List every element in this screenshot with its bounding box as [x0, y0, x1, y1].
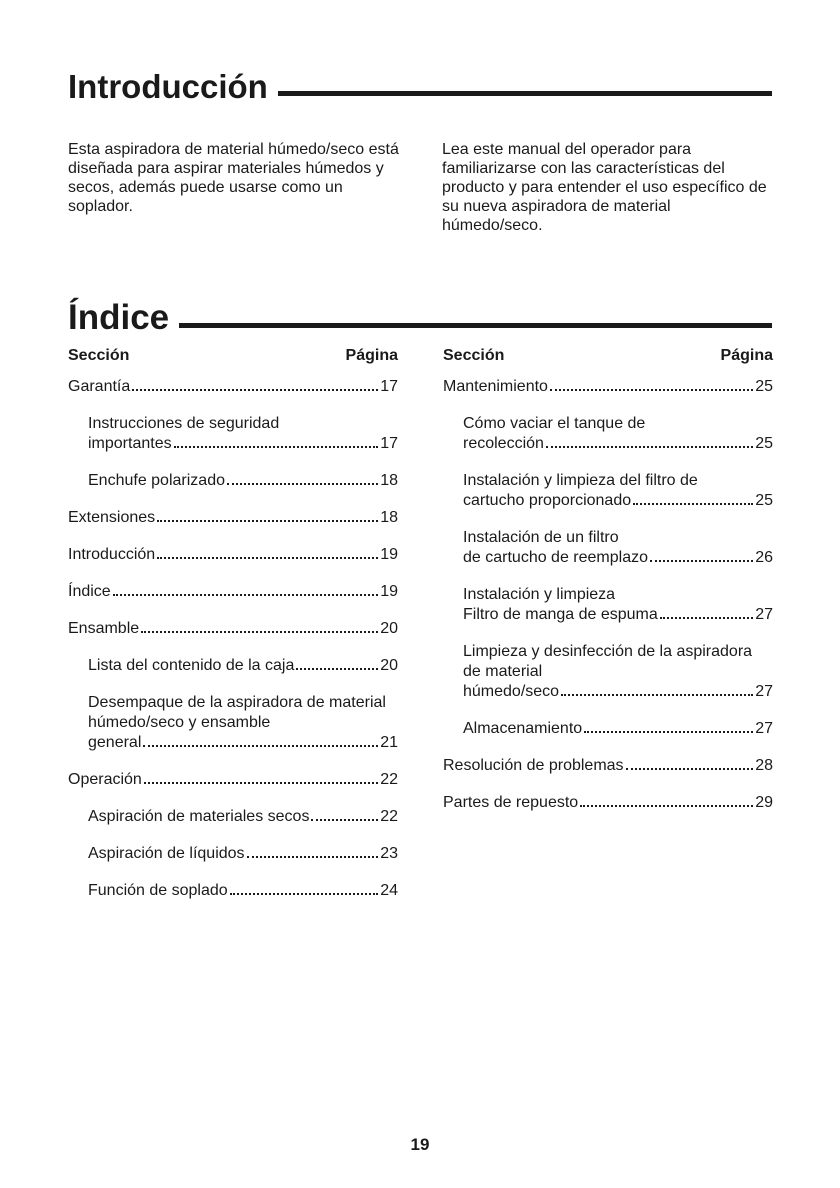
toc-entry-label: importantes	[88, 435, 172, 452]
section-header: Sección	[68, 347, 130, 364]
dot-leader	[144, 782, 378, 784]
toc-entry-label: Función de soplado	[88, 882, 228, 899]
toc-entry-page: 27	[755, 606, 773, 623]
toc-entry-label: Filtro de manga de espuma	[463, 606, 658, 623]
toc-entry-label: Operación	[68, 771, 142, 788]
intro-rule	[278, 91, 772, 96]
toc-entry-label-line: Instalación y limpieza	[463, 586, 616, 603]
dot-leader	[132, 389, 378, 391]
toc-header-left	[68, 347, 398, 365]
toc-entry	[68, 881, 398, 901]
toc-entry-page: 21	[380, 734, 398, 751]
dot-leader	[296, 668, 378, 670]
toc-entry	[68, 844, 398, 864]
toc-entry-page: 28	[755, 757, 773, 774]
toc-entry	[443, 414, 773, 454]
toc-entry	[68, 471, 398, 491]
index-heading-row	[68, 300, 772, 335]
dot-leader	[157, 520, 378, 522]
intro-paragraph-left: Esta aspiradora de material húmedo/seco está diseñada para aspirar materiales húmedos y secos, además puede usarse como un soplador.	[68, 141, 399, 215]
toc-entry-page: 19	[380, 583, 398, 600]
toc-entry-label-line: Cómo vaciar el tanque de	[463, 415, 646, 432]
toc-entry-label: Lista del contenido de la caja	[88, 657, 295, 674]
dot-leader	[550, 389, 753, 391]
dot-leader	[584, 731, 753, 733]
dot-leader	[143, 745, 378, 747]
dot-leader	[561, 694, 753, 696]
toc-entry-label: Índice	[68, 583, 111, 600]
toc-entry-page: 23	[380, 845, 398, 862]
toc-entry	[443, 642, 773, 702]
toc-entry	[443, 585, 773, 625]
dot-leader	[113, 594, 379, 596]
dot-leader	[227, 483, 378, 485]
page-number: 19	[410, 1135, 430, 1154]
toc-entry	[443, 756, 773, 776]
toc-entry-page: 20	[380, 620, 398, 637]
toc-entry-page: 19	[380, 546, 398, 563]
toc-entry-page: 29	[755, 794, 773, 811]
toc-entry-label: general	[88, 734, 142, 751]
page-header: Página	[345, 347, 398, 364]
dot-leader	[157, 557, 378, 559]
toc-entry-page: 22	[380, 771, 398, 788]
toc-entry-label: Almacenamiento	[463, 720, 583, 737]
toc-entry-page: 26	[755, 549, 773, 566]
toc-entry	[68, 377, 398, 397]
dot-leader	[230, 893, 379, 895]
toc-entry-label: húmedo/seco	[463, 683, 560, 700]
toc-entry-page: 22	[380, 808, 398, 825]
toc-entry-page: 24	[380, 882, 398, 899]
toc-entry	[68, 414, 398, 454]
toc-entry-page: 25	[755, 378, 773, 395]
index-title: Índice	[68, 298, 170, 337]
dot-leader	[174, 446, 379, 448]
intro-heading-row	[68, 70, 772, 103]
toc-entry	[68, 582, 398, 602]
toc-entry-label: Introducción	[68, 546, 156, 563]
section-header: Sección	[443, 347, 505, 364]
dot-leader	[633, 503, 753, 505]
toc-entry-label: Aspiración de líquidos	[88, 845, 245, 862]
dot-leader	[247, 856, 379, 858]
intro-title: Introducción	[68, 68, 268, 105]
toc-entry	[68, 619, 398, 639]
toc-entry-label: recolección	[463, 435, 544, 452]
toc-entry-label-line: Limpieza y desinfección de la aspiradora de material	[463, 643, 753, 680]
toc-entry	[68, 807, 398, 827]
toc-column-left	[68, 347, 398, 918]
toc-entry-label: Garantía	[68, 378, 131, 395]
toc-entry-label-line: Instrucciones de seguridad	[88, 415, 280, 432]
toc-entry-page: 27	[755, 720, 773, 737]
toc-entry-label: Partes de repuesto	[443, 794, 579, 811]
toc-entry-label-line: Instalación de un filtro	[463, 529, 619, 546]
toc-entry	[443, 528, 773, 568]
toc-entry-page: 27	[755, 683, 773, 700]
toc-entry-page: 17	[380, 378, 398, 395]
dot-leader	[650, 560, 753, 562]
intro-paragraph-right: Lea este manual del operador para familiarizarse con las características del producto y para entender el uso específico de su nueva aspiradora de material húmedo/seco.	[442, 141, 767, 234]
toc-entry	[68, 693, 398, 753]
dot-leader	[546, 446, 753, 448]
toc-entry-label-line: Desempaque de la aspiradora de material húmedo/seco y ensamble	[88, 694, 386, 731]
toc-entry	[68, 545, 398, 565]
toc-entry	[443, 793, 773, 813]
toc-entry-label: Extensiones	[68, 509, 156, 526]
toc-entry-label: Ensamble	[68, 620, 140, 637]
toc-entry-label: cartucho proporcionado	[463, 492, 632, 509]
toc-header-right	[443, 347, 773, 365]
page-header: Página	[720, 347, 773, 364]
toc-entry-label: Resolución de problemas	[443, 757, 624, 774]
toc-entry-label: Enchufe polarizado	[88, 472, 225, 489]
dot-leader	[580, 805, 753, 807]
dot-leader	[141, 631, 378, 633]
toc-entry-label: Mantenimiento	[443, 378, 548, 395]
toc-entry	[68, 770, 398, 790]
toc-entry-page: 20	[380, 657, 398, 674]
toc-entry-page: 25	[755, 435, 773, 452]
toc-entry-label-line: Instalación y limpieza del filtro de	[463, 472, 698, 489]
toc-entry	[443, 719, 773, 739]
toc-entry-page: 17	[380, 435, 398, 452]
dot-leader	[626, 768, 754, 770]
dot-leader	[311, 819, 378, 821]
toc-entry	[443, 377, 773, 397]
toc-column-right	[443, 347, 773, 830]
toc-entry	[68, 656, 398, 676]
toc-entry-label: Aspiración de materiales secos	[88, 808, 310, 825]
dot-leader	[660, 617, 753, 619]
toc-entries-right	[443, 377, 773, 813]
toc-entry-page: 25	[755, 492, 773, 509]
toc-entry-page: 18	[380, 472, 398, 489]
toc-entry	[443, 471, 773, 511]
toc-entries-left	[68, 377, 398, 901]
index-rule	[179, 323, 772, 328]
toc-entry-page: 18	[380, 509, 398, 526]
toc-entry-label: de cartucho de reemplazo	[463, 549, 648, 566]
toc-entry	[68, 508, 398, 528]
